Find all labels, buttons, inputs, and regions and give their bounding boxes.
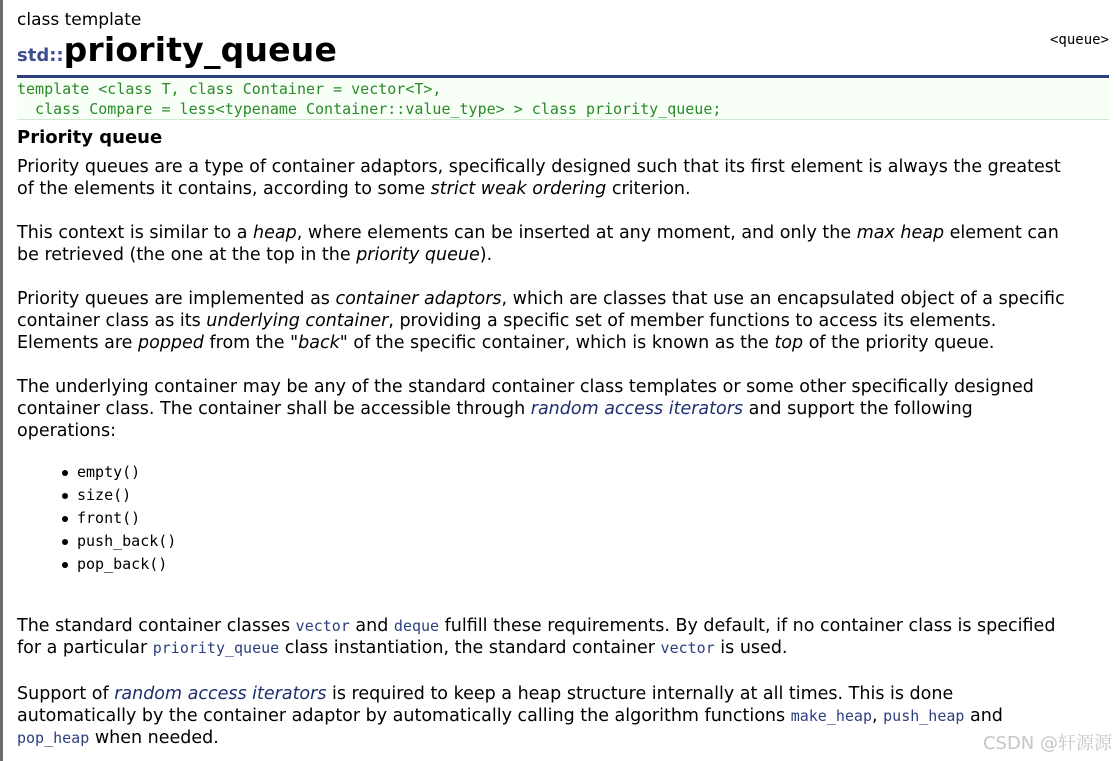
template-prototype xyxy=(17,79,1109,120)
random-access-iterators-link[interactable]: random access iterators xyxy=(530,399,744,419)
paragraph-6: Support of random access iterators is required to keep a heap structure internally at all times. This is done automatically by the container adaptor by automatically calling the algorithm functions make_heap, push_heap and pop_heap when needed. xyxy=(17,684,1003,748)
code-vector[interactable]: vector xyxy=(295,617,350,635)
namespace-label: std:: xyxy=(17,45,64,66)
code-pop-heap[interactable]: pop_heap xyxy=(17,729,90,747)
title-divider xyxy=(17,75,1109,78)
page-title xyxy=(17,30,337,69)
kicker: class template xyxy=(17,10,142,30)
list-item-push-back: push_back() xyxy=(67,530,176,553)
code-push-heap[interactable]: push_heap xyxy=(883,707,965,725)
class-name: priority_queue xyxy=(63,30,338,69)
header-file-tag[interactable]: <queue> xyxy=(1049,32,1109,48)
code-priority-queue: priority_queue xyxy=(152,639,280,657)
paragraph-3: Priority queues are implemented as container adaptors, which are classes that use an encapsulated object of a specific container class as its underlying container, providing a specific set of member functions to access its elements. Elements are popped from the "back" of the specific container, which is known as the top of the priority queue. xyxy=(17,289,1065,353)
code-vector-2[interactable]: vector xyxy=(660,639,715,657)
watermark: CSDN @轩源源 xyxy=(982,733,1112,754)
list-item-pop-back: pop_back() xyxy=(67,553,176,576)
code-make-heap[interactable]: make_heap xyxy=(790,707,872,725)
paragraph-4: The underlying container may be any of the standard container class templates or some other specifically designed container class. The container shall be accessible through random access iterators and support the following operations: xyxy=(17,377,1034,441)
prototype-line-1: template <class T, class Container = vector<T>, xyxy=(17,80,442,98)
code-deque[interactable]: deque xyxy=(393,617,440,635)
operations-list xyxy=(67,461,176,576)
section-title: Priority queue xyxy=(17,127,163,148)
left-border xyxy=(0,0,3,761)
list-item-front: front() xyxy=(67,507,176,530)
paragraph-5: The standard container classes vector and deque fulfill these requirements. By default, if no container class is specified for a particular priority_queue class instantiation, the standard container vector is used. xyxy=(17,616,1056,658)
prototype-line-2: class Compare = less<typename Container::value_type> > class priority_queue; xyxy=(17,100,722,118)
list-item-empty: empty() xyxy=(67,461,176,484)
random-access-iterators-link-2[interactable]: random access iterators xyxy=(114,684,327,704)
paragraph-2: This context is similar to a heap, where elements can be inserted at any moment, and only the max heap element can be retrieved (the one at the top in the priority queue). xyxy=(17,223,1059,265)
paragraph-1: Priority queues are a type of container adaptors, specifically designed such that its first element is always the greatest of the elements it contains, according to some strict weak ordering criterion. xyxy=(17,157,1061,199)
list-item-size: size() xyxy=(67,484,176,507)
